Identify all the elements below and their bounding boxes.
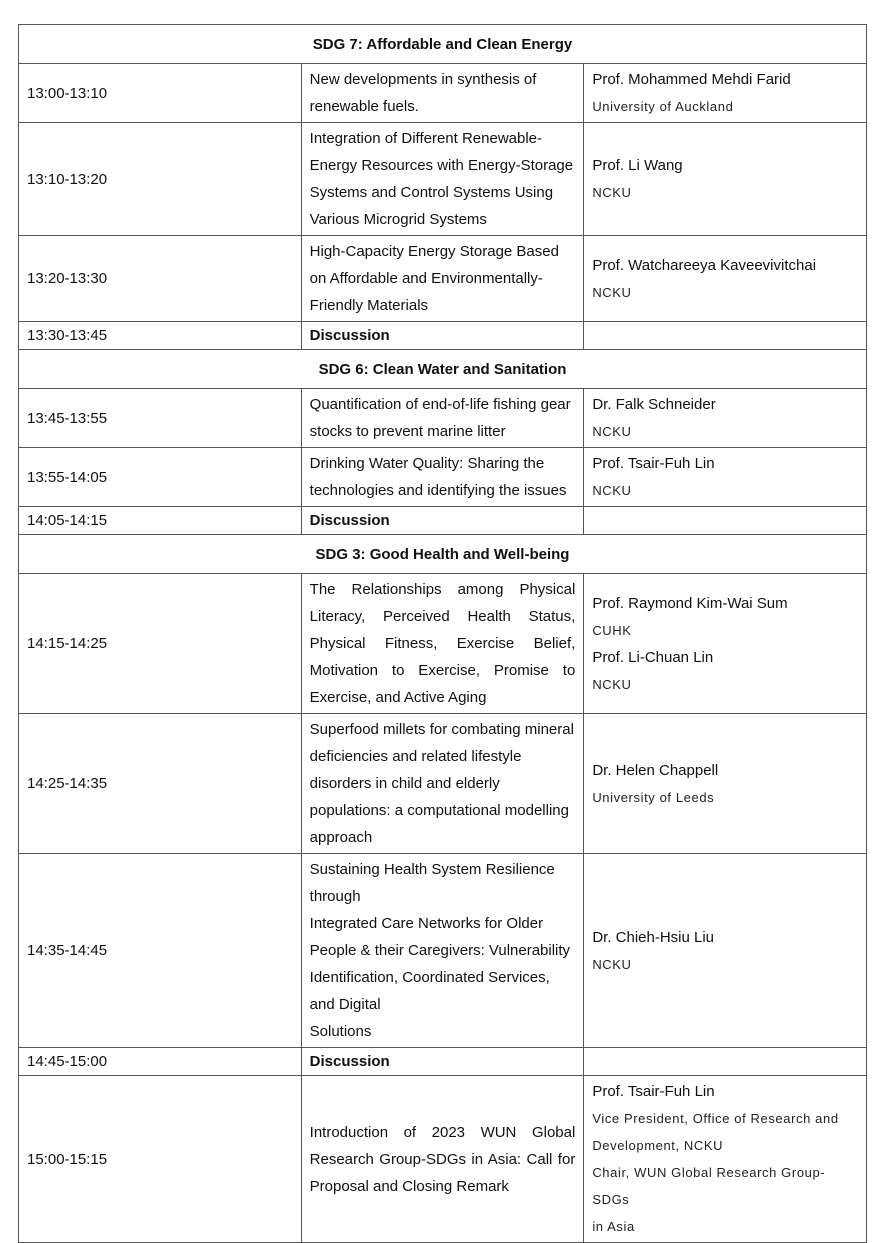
section-header-row xyxy=(19,25,867,64)
speaker-affiliation: NCKU xyxy=(592,185,632,200)
session-title: High-Capacity Energy Storage Based on Affordable and Environmentally-Friendly Materials xyxy=(301,236,584,322)
session-row xyxy=(19,389,867,448)
discussion-row xyxy=(19,1048,867,1076)
session-time: 13:10-13:20 xyxy=(19,123,302,236)
discussion-row xyxy=(19,322,867,350)
speaker-affiliation: University of Auckland xyxy=(592,99,734,114)
session-row xyxy=(19,64,867,123)
section-header-row xyxy=(19,535,867,574)
closing-row xyxy=(19,1076,867,1243)
speaker-name: Dr. Helen Chappell xyxy=(592,761,719,779)
session-time: 14:35-14:45 xyxy=(19,854,302,1048)
speaker-affiliation: NCKU xyxy=(592,424,632,439)
session-title-line: People & their Caregivers: Vulnerability xyxy=(309,942,571,959)
session-title: Integration of Different Renewable-Energy Resources with Energy-Storage Systems and Control Systems Using Various Microgrid Systems xyxy=(301,123,584,236)
speaker-cell xyxy=(584,64,867,123)
speaker-affiliation: University of Leeds xyxy=(592,789,715,805)
session-time: 13:30-13:45 xyxy=(19,322,302,350)
empty-speaker-cell xyxy=(584,1048,867,1076)
speaker-role-line: Chair, WUN Global Research Group-SDGs xyxy=(592,1165,826,1207)
session-row xyxy=(19,854,867,1048)
session-time: 14:45-15:00 xyxy=(19,1048,302,1076)
speaker-cell xyxy=(584,854,867,1048)
session-time: 14:15-14:25 xyxy=(19,574,302,714)
session-time: 14:25-14:35 xyxy=(19,714,302,854)
speaker-cell xyxy=(584,389,867,448)
program-schedule-table xyxy=(18,24,867,1243)
discussion-label: Discussion xyxy=(301,507,584,535)
speaker-cell xyxy=(584,714,867,854)
empty-speaker-cell xyxy=(584,507,867,535)
session-title xyxy=(301,854,584,1048)
speaker-cell xyxy=(584,123,867,236)
discussion-row xyxy=(19,507,867,535)
speaker-cell xyxy=(584,236,867,322)
speaker-name: Prof. Raymond Kim-Wai Sum xyxy=(592,594,788,612)
speaker-name: Dr. Chieh-Hsiu Liu xyxy=(592,928,715,946)
speaker-role-line: Vice President, Office of Research and xyxy=(592,1111,839,1126)
speaker-affiliation: NCKU xyxy=(592,676,632,692)
discussion-label: Discussion xyxy=(301,1048,584,1076)
empty-speaker-cell xyxy=(584,322,867,350)
session-row xyxy=(19,714,867,854)
session-title-line: Solutions xyxy=(309,1023,372,1040)
session-time: 14:05-14:15 xyxy=(19,507,302,535)
speaker-role-line: Development, NCKU xyxy=(592,1138,724,1153)
speaker-name: Dr. Falk Schneider xyxy=(592,396,716,413)
session-time: 13:45-13:55 xyxy=(19,389,302,448)
speaker-name: Prof. Watchareeya Kaveevivitchai xyxy=(592,256,817,274)
speaker-name: Prof. Tsair-Fuh Lin xyxy=(592,455,715,472)
section-heading: SDG 3: Good Health and Well-being xyxy=(19,535,867,574)
session-time: 13:55-14:05 xyxy=(19,448,302,507)
section-heading: SDG 6: Clean Water and Sanitation xyxy=(19,350,867,389)
speaker-name: Prof. Li-Chuan Lin xyxy=(592,648,714,666)
session-row xyxy=(19,448,867,507)
discussion-label: Discussion xyxy=(301,322,584,350)
session-time: 13:20-13:30 xyxy=(19,236,302,322)
session-title-line: Integrated Care Networks for Older xyxy=(309,915,544,932)
speaker-affiliation: NCKU xyxy=(592,284,632,300)
session-title: Drinking Water Quality: Sharing the technologies and identifying the issues xyxy=(301,448,584,507)
speaker-name: Prof. Mohammed Mehdi Farid xyxy=(592,71,791,88)
session-row xyxy=(19,574,867,714)
speaker-role-line: in Asia xyxy=(592,1219,635,1234)
speaker-cell xyxy=(584,574,867,714)
speaker-affiliation: NCKU xyxy=(592,956,632,972)
session-row xyxy=(19,236,867,322)
session-title: The Relationships among Physical Literacy, Perceived Health Status, Physical Fitness, Exercise Belief, Motivation to Exercise, Promise to Exercise, and Active Aging xyxy=(301,574,584,714)
session-title: Superfood millets for combating mineral deficiencies and related lifestyle disorders in child and elderly populations: a computational modelling approach xyxy=(301,714,584,854)
session-title-line: Sustaining Health System Resilience through xyxy=(309,861,555,905)
speaker-name: Prof. Tsair-Fuh Lin xyxy=(592,1083,715,1100)
speaker-name: Prof. Li Wang xyxy=(592,157,683,174)
speaker-cell xyxy=(584,448,867,507)
session-title: New developments in synthesis of renewable fuels. xyxy=(301,64,584,123)
session-title-line: Identification, Coordinated Services, and Digital xyxy=(309,969,550,1013)
section-heading: SDG 7: Affordable and Clean Energy xyxy=(19,25,867,64)
session-time: 15:00-15:15 xyxy=(19,1076,302,1243)
speaker-affiliation: NCKU xyxy=(592,483,632,498)
session-title: Introduction of 2023 WUN Global Research Group-SDGs in Asia: Call for Proposal and Closing Remark xyxy=(301,1076,584,1243)
session-row xyxy=(19,123,867,236)
speaker-cell xyxy=(584,1076,867,1243)
speaker-affiliation: CUHK xyxy=(592,622,632,638)
section-header-row xyxy=(19,350,867,389)
session-title: Quantification of end-of-life fishing gear stocks to prevent marine litter xyxy=(301,389,584,448)
session-time: 13:00-13:10 xyxy=(19,64,302,123)
